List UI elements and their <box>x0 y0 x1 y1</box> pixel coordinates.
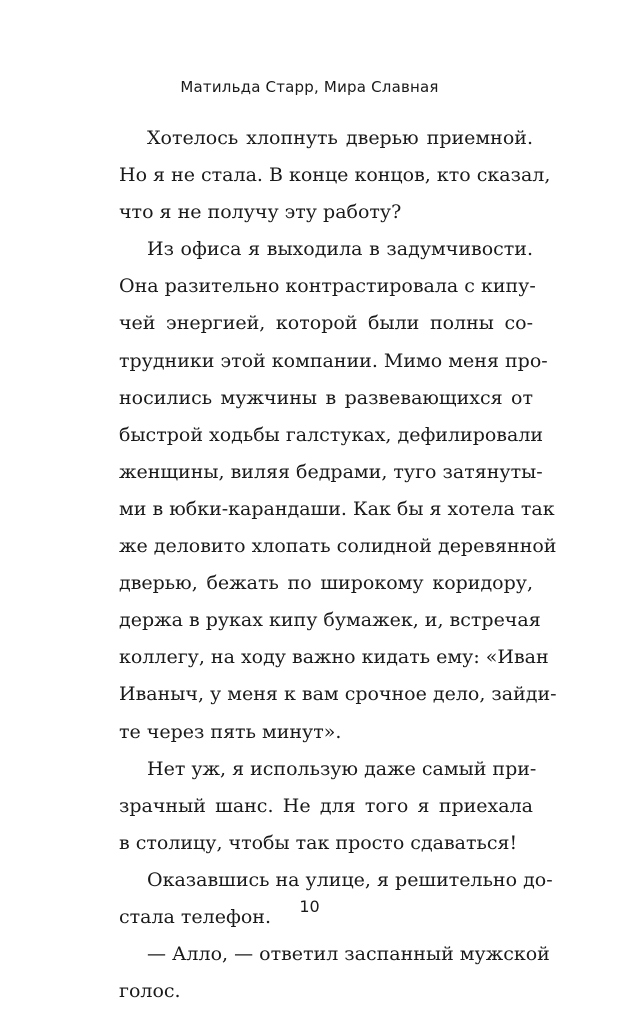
text-line: Но я не стала. В конце концов, кто сказал, <box>119 164 551 187</box>
text-line: те через пять минут». <box>119 720 342 743</box>
text-line: в столицу, чтобы так просто сдаваться! <box>119 831 518 854</box>
text-line: быстрой ходьбы галстуках, дефилировали <box>119 423 544 446</box>
page-number: 10 <box>299 897 320 916</box>
text-line: зрачный шанс. Не для того я приехала <box>119 794 533 817</box>
text-line: Она разительно контрастировала с кипу- <box>119 275 536 298</box>
text-line: трудники этой компании. Мимо меня про- <box>119 349 548 372</box>
text-line: Хотелось хлопнуть дверью приемной. <box>147 127 533 149</box>
text-line: чей энергией, которой были полны со- <box>119 312 533 335</box>
text-line: коллегу, на ходу важно кидать ему: «Иван <box>119 646 549 669</box>
text-line: же деловито хлопать солидной деревянной <box>119 535 557 558</box>
text-line: держа в руках кипу бумажек, и, встречая <box>119 609 541 632</box>
text-line: женщины, виляя бедрами, туго затянуты- <box>119 460 543 483</box>
text-line: — Алло, — ответил заспанный мужской <box>147 943 550 966</box>
text-line: Нет уж, я использую даже самый при- <box>147 757 537 780</box>
running-head: Матильда Старр, Мира Славная <box>180 78 439 96</box>
text-line: голос. <box>119 980 181 1003</box>
text-line: Оказавшись на улице, я решительно до- <box>147 868 553 891</box>
text-line: Иваныч, у меня к вам срочное дело, зайди- <box>119 683 557 706</box>
text-line: что я не получу эту работу? <box>119 201 402 224</box>
text-line: носились мужчины в развевающихся от <box>119 386 533 409</box>
text-line: Из офиса я выходила в задумчивости. <box>147 238 533 261</box>
text-line: дверью, бежать по широкому коридору, <box>119 572 533 595</box>
body-text <box>119 120 557 1010</box>
text-line: стала телефон. <box>119 905 271 928</box>
text-line: ми в юбки-карандаши. Как бы я хотела так <box>119 497 555 520</box>
